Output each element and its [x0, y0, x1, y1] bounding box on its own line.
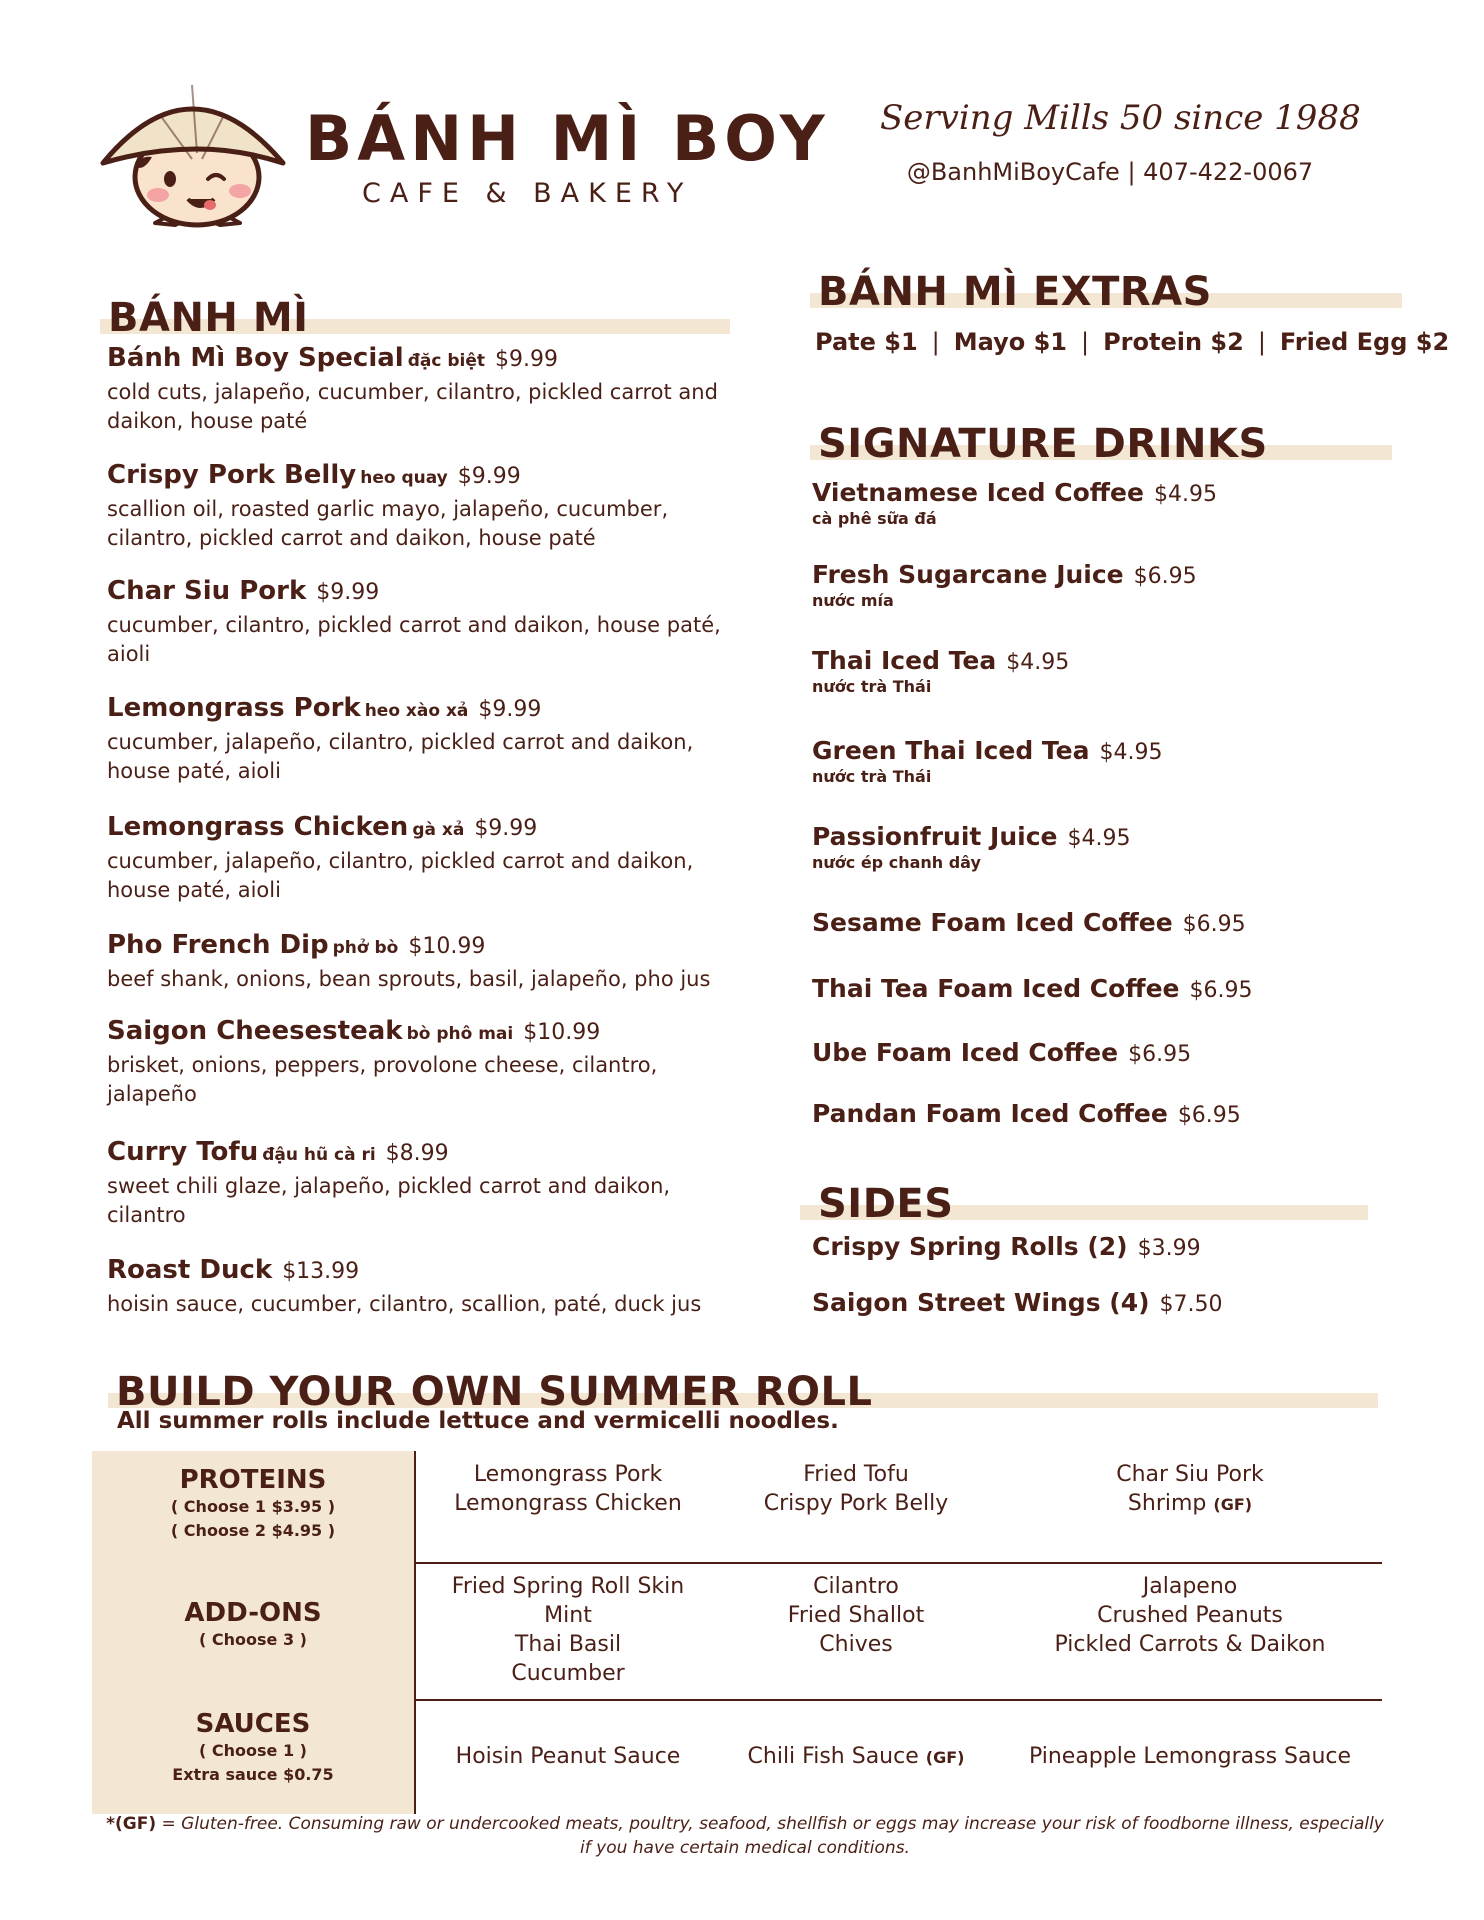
- option-label: Chili Fish Sauce: [747, 1744, 919, 1769]
- separator: |: [931, 328, 940, 356]
- separator: |: [1257, 328, 1266, 356]
- sides-heading: [800, 1174, 1368, 1226]
- menu-item-header: [107, 1255, 727, 1288]
- summer-roll-option-cell: [1025, 1572, 1355, 1659]
- option-label: Fried Shallot: [787, 1603, 925, 1628]
- summer-roll-note: All summer rolls include lettuce and vermicelli noodles.: [117, 1408, 839, 1434]
- separator: |: [1080, 328, 1090, 356]
- menu-item-header: [107, 693, 727, 726]
- summer-roll-option: [691, 1601, 1021, 1630]
- side-item: [812, 1232, 1201, 1261]
- item-name: Char Siu Pork: [107, 576, 307, 606]
- brand-subtitle: CAFE & BAKERY: [362, 178, 693, 209]
- summer-roll-option-cell: [691, 1460, 1021, 1518]
- drink-price: $4.95: [1153, 482, 1217, 507]
- item-price: $10.99: [523, 1020, 601, 1045]
- menu-item-header: [107, 812, 727, 845]
- item-description: beef shank, onions, bean sprouts, basil, jalapeño, pho jus: [107, 967, 711, 991]
- item-price: $9.99: [495, 347, 558, 372]
- drink-header: [812, 1038, 1191, 1067]
- summer-roll-option: [403, 1659, 733, 1688]
- row-subtitle: ( Choose 1 ): [199, 1741, 307, 1760]
- summer-roll-option: [1025, 1489, 1355, 1519]
- item-name: Pho French Dip: [107, 930, 329, 960]
- extra-item: Protein $2: [1103, 328, 1244, 356]
- extras-list: [815, 328, 1449, 356]
- item-description: cucumber, cilantro, pickled carrot and daikon, house paté, aioli: [107, 613, 721, 666]
- drink-header: [812, 974, 1252, 1003]
- item-name: Bánh Mì Boy Special: [107, 343, 404, 373]
- drink-header: [812, 736, 1162, 765]
- drink-name: Ube Foam Iced Coffee: [812, 1038, 1119, 1067]
- side-name: Saigon Street Wings (4): [812, 1288, 1150, 1317]
- drink-name: Fresh Sugarcane Juice: [812, 560, 1124, 589]
- heading-text: SIGNATURE DRINKS: [818, 421, 1268, 467]
- summer-roll-option-cell: [691, 1742, 1021, 1772]
- summer-roll-option: [1025, 1630, 1355, 1659]
- item-name: Curry Tofu: [107, 1137, 259, 1167]
- row-title: SAUCES: [195, 1709, 311, 1739]
- heading-text: BÁNH MÌ EXTRAS: [818, 269, 1212, 315]
- drink-item: [812, 478, 1217, 528]
- item-viet-name: heo quay: [360, 468, 448, 488]
- drink-name: Passionfruit Juice: [812, 822, 1058, 851]
- drink-viet-name: nước ép chanh dây: [812, 853, 981, 872]
- menu-item-header: [107, 1016, 727, 1049]
- summer-roll-option: [403, 1630, 733, 1659]
- summer-roll-option: [1025, 1460, 1355, 1489]
- item-description: cold cuts, jalapeño, cucumber, cilantro, pickled carrot and daikon, house paté: [107, 380, 718, 433]
- item-description: cucumber, jalapeño, cilantro, pickled carrot and daikon, house paté, aioli: [107, 849, 694, 902]
- summer-roll-option-cell: [1025, 1742, 1355, 1771]
- row-subtitle: ( Choose 3 ): [199, 1630, 307, 1649]
- extras-heading: [810, 262, 1402, 314]
- summer-roll-option: [1025, 1572, 1355, 1601]
- drink-price: $6.95: [1182, 912, 1246, 937]
- option-label: Pineapple Lemongrass Sauce: [1028, 1744, 1352, 1769]
- menu-item-header: [107, 460, 727, 493]
- summer-roll-option-cell: [403, 1572, 733, 1688]
- item-name: Lemongrass Pork: [107, 693, 361, 723]
- option-label: Thai Basil: [514, 1632, 622, 1657]
- drink-price: $6.95: [1177, 1103, 1241, 1128]
- drink-name: Sesame Foam Iced Coffee: [812, 908, 1173, 937]
- summer-roll-option: [1025, 1742, 1355, 1771]
- drink-name: Thai Iced Tea: [812, 646, 997, 675]
- summer-roll-option-cell: [691, 1572, 1021, 1659]
- drink-item: [812, 1099, 1241, 1128]
- drink-header: [812, 1099, 1241, 1128]
- menu-item: [107, 812, 727, 905]
- item-price: $9.99: [478, 697, 542, 722]
- footnote: [100, 1812, 1390, 1860]
- item-price: $9.99: [457, 464, 521, 489]
- menu-item: [107, 930, 727, 994]
- heading-text: BUILD YOUR OWN SUMMER ROLL: [116, 1369, 873, 1415]
- item-price: $9.99: [316, 580, 380, 605]
- menu-item: [107, 1016, 727, 1109]
- drink-price: $4.95: [1006, 650, 1070, 675]
- summer-roll-option-cell: [1025, 1460, 1355, 1519]
- menu-item: [107, 693, 727, 786]
- item-description: brisket, onions, peppers, provolone cheese, cilantro, jalapeño: [107, 1053, 658, 1106]
- summer-roll-option: [1025, 1601, 1355, 1630]
- summer-roll-row: [92, 1451, 1382, 1562]
- option-label: Hoisin Peanut Sauce: [455, 1744, 681, 1769]
- extra-item: Mayo $1: [953, 328, 1067, 356]
- item-description: sweet chili glaze, jalapeño, pickled carrot and daikon, cilantro: [107, 1174, 671, 1227]
- menu-item: [107, 460, 727, 553]
- item-viet-name: bò phô mai: [406, 1024, 514, 1044]
- option-label: Crushed Peanuts: [1097, 1603, 1283, 1628]
- drink-name: Green Thai Iced Tea: [812, 736, 1090, 765]
- summer-roll-option: [691, 1460, 1021, 1489]
- drink-item: [812, 974, 1252, 1003]
- summer-roll-option: [691, 1630, 1021, 1659]
- summer-roll-option-cell: [403, 1742, 733, 1771]
- summer-roll-row-label: [92, 1699, 414, 1814]
- drink-header: [812, 646, 1069, 675]
- row-title: ADD-ONS: [184, 1598, 322, 1628]
- menu-item-header: [107, 343, 727, 376]
- option-label: Fried Spring Roll Skin: [451, 1574, 685, 1599]
- summer-roll-option: [691, 1489, 1021, 1518]
- summer-roll-option: [403, 1742, 733, 1771]
- drink-item: [812, 646, 1069, 696]
- item-viet-name: gà xả: [412, 820, 465, 840]
- item-description: scallion oil, roasted garlic mayo, jalapeño, cucumber, cilantro, pickled carrot and daikon, house paté: [107, 497, 669, 550]
- drink-item: [812, 1038, 1191, 1067]
- gf-tag: (GF): [925, 1748, 965, 1767]
- item-viet-name: đặc biệt: [407, 351, 485, 371]
- item-viet-name: heo xào xả: [364, 701, 469, 721]
- side-price: $3.99: [1137, 1236, 1201, 1261]
- brand-name: BÁNH MÌ BOY: [305, 102, 830, 175]
- drink-header: [812, 560, 1197, 589]
- drink-viet-name: nước trà Thái: [812, 767, 932, 786]
- summer-roll-row-label: [92, 1451, 414, 1562]
- drink-item: [812, 736, 1162, 786]
- drink-price: $6.95: [1128, 1042, 1192, 1067]
- drink-price: $6.95: [1133, 564, 1197, 589]
- menu-item: [107, 343, 727, 436]
- gf-label: *(GF): [106, 1814, 157, 1834]
- side-name: Crispy Spring Rolls (2): [812, 1232, 1128, 1261]
- summer-roll-option: [403, 1572, 733, 1601]
- menu-item: [107, 576, 727, 669]
- drink-viet-name: nước trà Thái: [812, 677, 932, 696]
- summer-roll-row-label: [92, 1562, 414, 1699]
- option-label: Mint: [544, 1603, 592, 1628]
- drink-header: [812, 822, 1130, 851]
- banh-mi-heading: [100, 288, 730, 340]
- summer-roll-option: [691, 1572, 1021, 1601]
- drink-name: Thai Tea Foam Iced Coffee: [812, 974, 1180, 1003]
- drink-name: Pandan Foam Iced Coffee: [812, 1099, 1168, 1128]
- drink-item: [812, 908, 1246, 937]
- menu-item-header: [107, 576, 727, 609]
- item-price: $13.99: [282, 1259, 360, 1284]
- item-description: cucumber, jalapeño, cilantro, pickled carrot and daikon, house paté, aioli: [107, 730, 694, 783]
- contact-info: @BanhMiBoyCafe | 407-422-0067: [906, 158, 1314, 186]
- option-label: Shrimp: [1127, 1490, 1207, 1516]
- summer-roll-option-cell: [403, 1460, 733, 1518]
- option-label: Char Siu Pork: [1116, 1461, 1264, 1487]
- item-description: hoisin sauce, cucumber, cilantro, scallion, paté, duck jus: [107, 1292, 702, 1316]
- menu-item: [107, 1137, 727, 1230]
- drink-price: $4.95: [1099, 740, 1163, 765]
- option-label: Pickled Carrots & Daikon: [1054, 1632, 1326, 1657]
- row-subtitle: ( Choose 2 $4.95 ): [170, 1521, 336, 1540]
- drink-price: $4.95: [1067, 826, 1131, 851]
- item-viet-name: đậu hũ cà ri: [262, 1145, 376, 1165]
- gf-tag: (GF): [1213, 1494, 1253, 1514]
- drink-item: [812, 822, 1130, 872]
- option-label: Lemongrass Chicken: [454, 1490, 682, 1516]
- item-viet-name: phở bò: [332, 938, 399, 958]
- item-name: Roast Duck: [107, 1255, 273, 1285]
- heading-text: BÁNH MÌ: [108, 295, 309, 341]
- banh-mi-boy-mascot-icon: [100, 75, 290, 240]
- summer-roll-row: [92, 1562, 1382, 1699]
- option-label: Lemongrass Pork: [473, 1461, 663, 1487]
- menu-item-header: [107, 930, 727, 963]
- drink-header: [812, 478, 1217, 507]
- summer-roll-heading: [108, 1362, 1378, 1414]
- row-title: PROTEINS: [179, 1465, 327, 1495]
- summer-roll-option: [403, 1460, 733, 1489]
- side-item: [812, 1288, 1223, 1317]
- drink-header: [812, 908, 1246, 937]
- option-label: Chives: [819, 1632, 893, 1657]
- footnote-text: = Gluten-free. Consuming raw or undercooked meats, poultry, seafood, shellfish or eggs may increase your risk of foodborne illness, especially if you have certain medical conditions.: [156, 1814, 1384, 1858]
- summer-roll-option: [691, 1742, 1021, 1772]
- summer-roll-option: [403, 1489, 733, 1518]
- drink-viet-name: cà phê sữa đá: [812, 509, 937, 528]
- extra-item: Pate $1: [815, 328, 918, 356]
- item-name: Lemongrass Chicken: [107, 812, 409, 842]
- drink-item: [812, 560, 1197, 610]
- option-label: Fried Tofu: [803, 1461, 909, 1487]
- side-price: $7.50: [1159, 1292, 1223, 1317]
- drink-viet-name: nước mía: [812, 591, 894, 610]
- option-label: Cucumber: [511, 1661, 625, 1686]
- menu-item: [107, 1255, 727, 1319]
- item-price: $8.99: [385, 1141, 449, 1166]
- item-name: Crispy Pork Belly: [107, 460, 357, 490]
- heading-text: SIDES: [818, 1181, 954, 1227]
- option-label: Jalapeno: [1142, 1574, 1238, 1599]
- item-price: $10.99: [408, 934, 486, 959]
- item-name: Saigon Cheesesteak: [107, 1016, 403, 1046]
- summer-roll-option: [403, 1601, 733, 1630]
- row-subtitle: Extra sauce $0.75: [172, 1765, 334, 1784]
- summer-roll-row: [92, 1699, 1382, 1814]
- item-price: $9.99: [474, 816, 538, 841]
- option-label: Cilantro: [813, 1574, 899, 1599]
- option-label: Crispy Pork Belly: [763, 1490, 949, 1516]
- extra-item: Fried Egg $2: [1279, 328, 1450, 356]
- menu-item-header: [107, 1137, 727, 1170]
- drink-name: Vietnamese Iced Coffee: [812, 478, 1144, 507]
- tagline: Serving Mills 50 since 1988: [880, 98, 1361, 138]
- row-subtitle: ( Choose 1 $3.95 ): [170, 1497, 336, 1516]
- drink-price: $6.95: [1189, 978, 1253, 1003]
- drinks-heading: [810, 414, 1392, 466]
